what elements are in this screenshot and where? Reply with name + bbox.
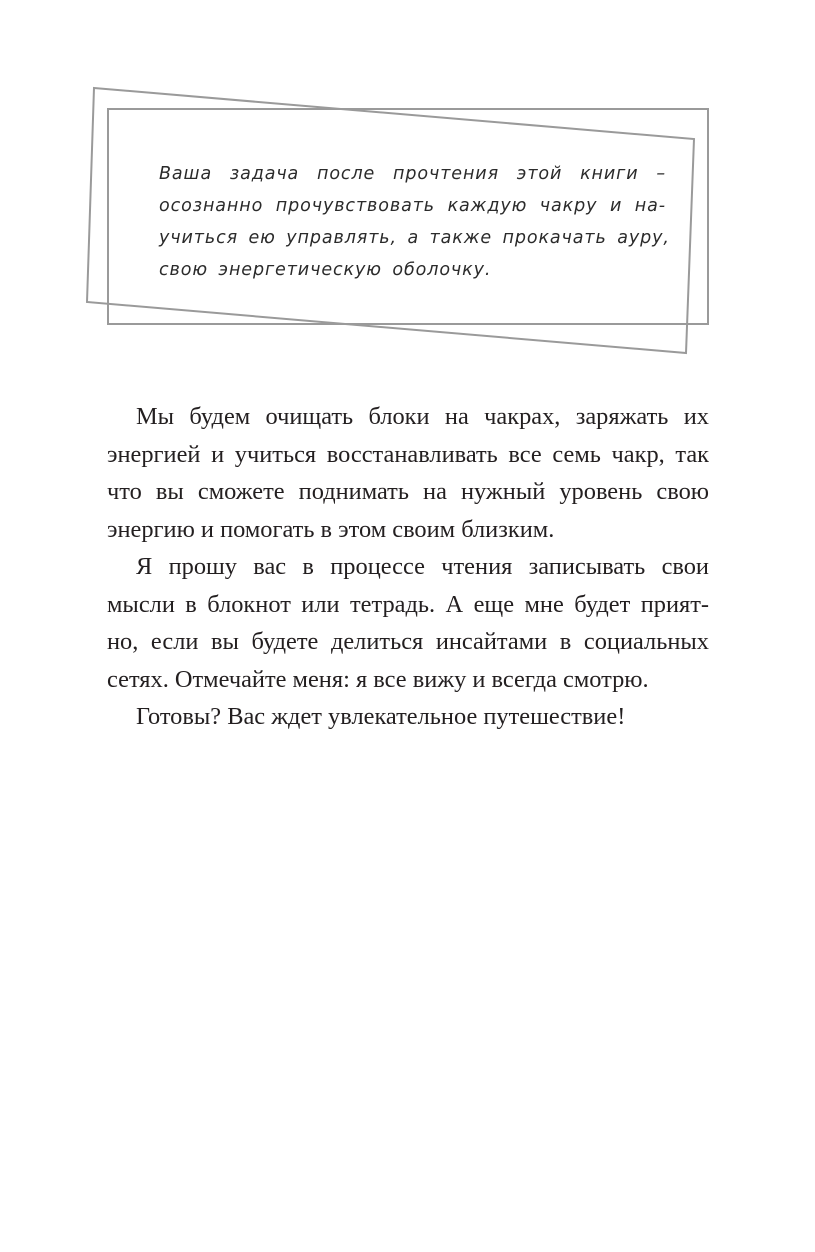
paragraph-line: энергией и учиться восстанавливать все семь чакр, так (107, 440, 709, 468)
callout-line: осознанно прочувствовать каждую чакру и на- (159, 196, 666, 216)
paragraph-line: Готовы? Вас ждет увлекательное путешествие! (136, 703, 626, 730)
callout-text (159, 158, 670, 286)
callout-line: свою энергетическую оболочку. (159, 260, 492, 280)
paragraph-line: что вы сможете поднимать на нужный уровень свою (107, 478, 709, 505)
paragraph-2 (107, 548, 709, 698)
paragraph-3 (107, 698, 709, 736)
callout-line: Ваша задача после прочтения этой книги – (159, 164, 666, 184)
callout-line: учиться ею управлять, а также прокачать ауру, (159, 228, 670, 248)
paragraph-1 (107, 398, 709, 548)
paragraph-line: Мы будем очищать блоки на чакрах, заряжать их (136, 403, 709, 430)
paragraph-line: Я прошу вас в процессе чтения записывать свои (136, 553, 709, 580)
paragraph-line: мысли в блокнот или тетрадь. А еще мне будет прият- (107, 590, 709, 618)
paragraph-line: энергию и помогать в этом своим близким. (107, 515, 555, 543)
paragraph-line: но, если вы будете делиться инсайтами в социальных (107, 628, 709, 655)
body-text (107, 398, 709, 736)
paragraph-line: сетях. Отмечайте меня: я все вижу и всегда смотрю. (107, 665, 649, 693)
